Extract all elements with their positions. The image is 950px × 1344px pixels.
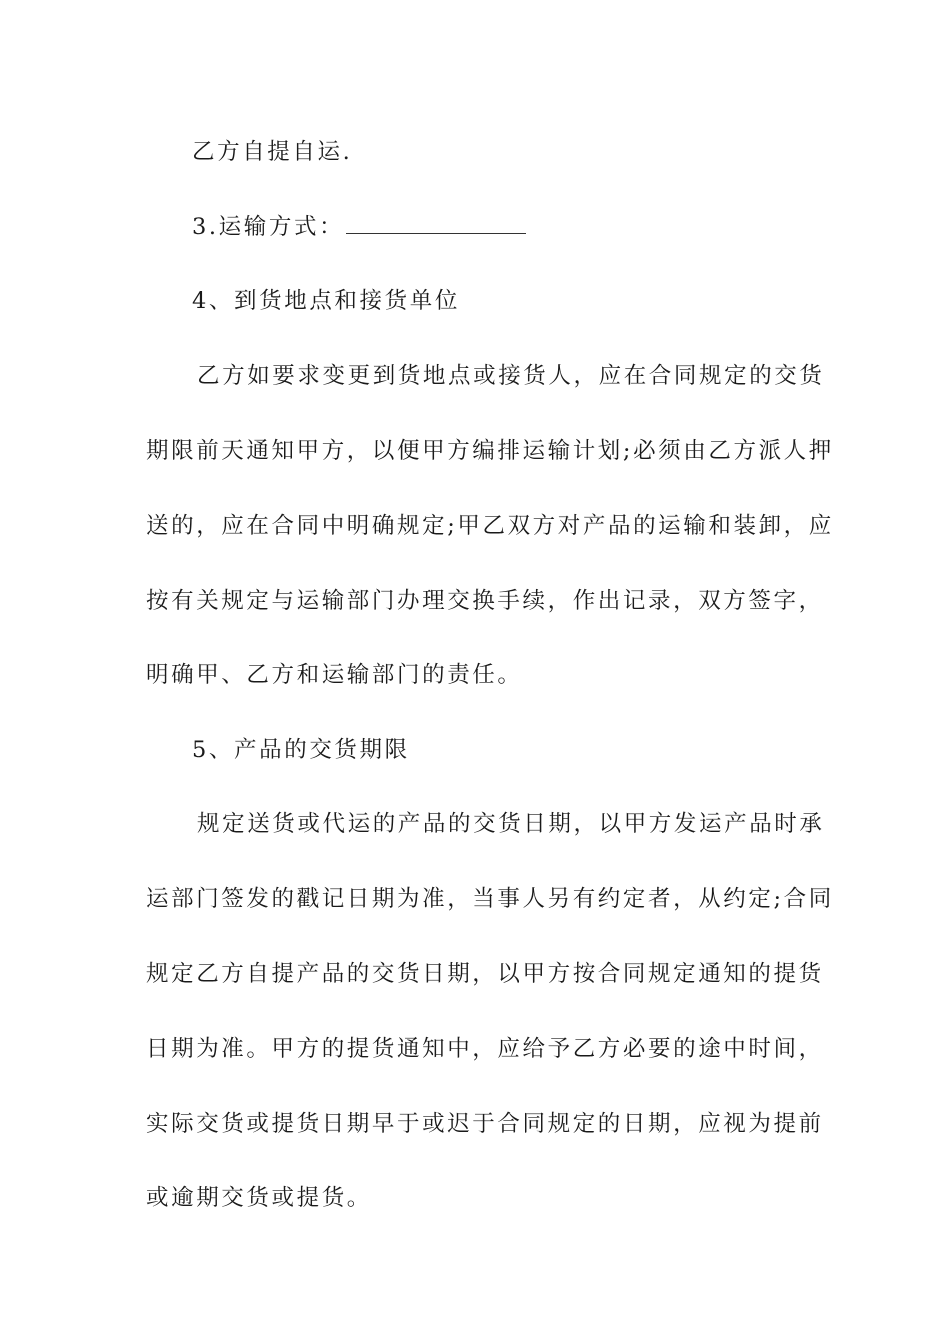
paragraph-line: 或逾期交货或提货。 — [146, 1185, 372, 1211]
section-heading: 5、产品的交货期限 — [192, 737, 410, 763]
text-line: 乙方自提自运. — [192, 139, 353, 165]
paragraph-line: 规定送货或代运的产品的交货日期，以甲方发运产品时承 — [197, 811, 825, 837]
paragraph-line: 日期为准。甲方的提货通知中，应给予乙方必要的途中时间， — [146, 1036, 824, 1062]
paragraph-line: 乙方如要求变更到货地点或接货人，应在合同规定的交货 — [197, 363, 825, 389]
paragraph-line: 按有关规定与运输部门办理交换手续，作出记录，双方签字， — [146, 588, 824, 614]
transport-method-label: 3.运输方式： — [192, 214, 345, 240]
section-heading: 4、到货地点和接货单位 — [192, 288, 460, 314]
paragraph-line: 实际交货或提货日期早于或迟于合同规定的日期，应视为提前 — [146, 1111, 824, 1137]
transport-method-line — [192, 212, 526, 242]
paragraph-line: 期限前天通知甲方，以便甲方编排运输计划;必须由乙方派人押 — [146, 438, 834, 464]
transport-method-blank — [346, 213, 526, 234]
paragraph-line: 送的，应在合同中明确规定;甲乙双方对产品的运输和装卸，应 — [146, 513, 834, 539]
paragraph-line: 明确甲、乙方和运输部门的责任。 — [146, 662, 523, 688]
paragraph-line: 运部门签发的戳记日期为准，当事人另有约定者，从约定;合同 — [146, 886, 834, 912]
paragraph-line: 规定乙方自提产品的交货日期，以甲方按合同规定通知的提货 — [146, 961, 824, 987]
